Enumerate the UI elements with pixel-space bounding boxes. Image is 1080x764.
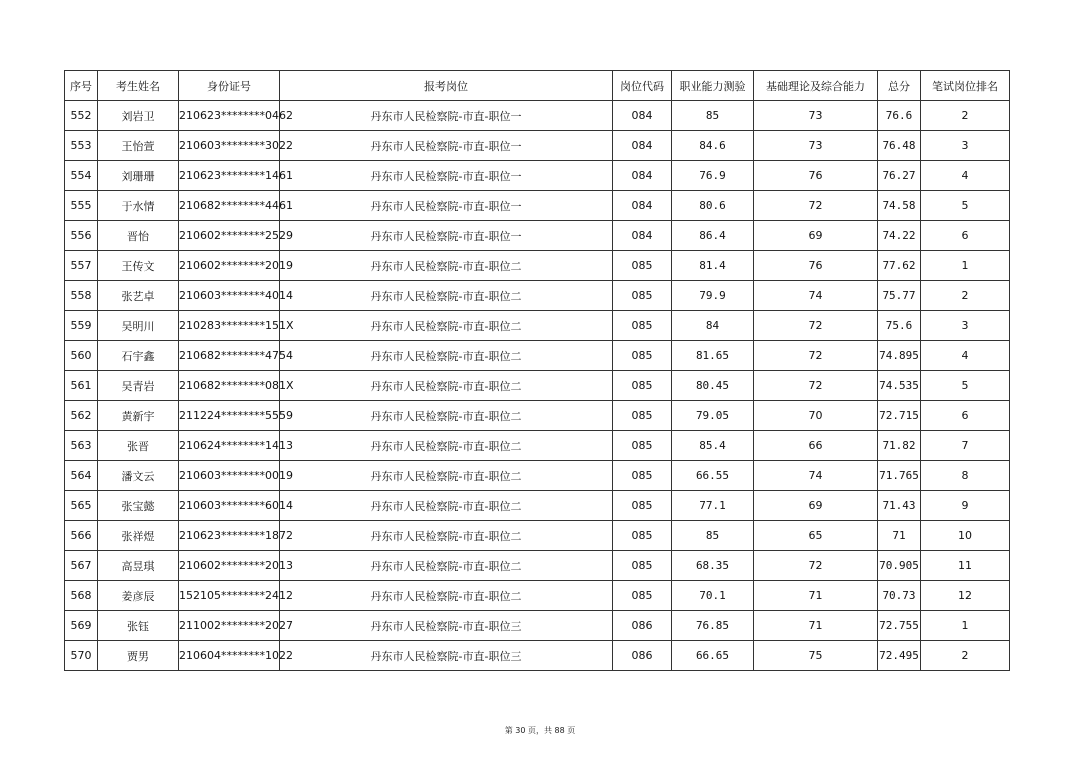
aptitude-score-cell: 85.4 bbox=[672, 431, 754, 461]
name-cell: 吴青岩 bbox=[98, 371, 179, 401]
total-score-cell: 76.48 bbox=[878, 131, 921, 161]
position-code-cell: 084 bbox=[613, 101, 672, 131]
rank-cell: 1 bbox=[921, 611, 1010, 641]
aptitude-score-cell: 85 bbox=[672, 101, 754, 131]
comprehensive-score-cell: 69 bbox=[754, 221, 878, 251]
name-cell: 贾男 bbox=[98, 641, 179, 671]
position-code-cell: 085 bbox=[613, 491, 672, 521]
position-code-cell: 085 bbox=[613, 281, 672, 311]
id-number-cell: 210603********4014 bbox=[179, 281, 280, 311]
seq-cell: 562 bbox=[65, 401, 98, 431]
comprehensive-score-cell: 71 bbox=[754, 581, 878, 611]
position-cell: 丹东市人民检察院-市直-职位二 bbox=[280, 581, 613, 611]
position-code-cell: 085 bbox=[613, 521, 672, 551]
aptitude-score-cell: 76.85 bbox=[672, 611, 754, 641]
table-row bbox=[65, 311, 1010, 341]
total-score-cell: 75.77 bbox=[878, 281, 921, 311]
position-code-cell: 085 bbox=[613, 431, 672, 461]
table-header-row bbox=[65, 71, 1010, 101]
rank-cell: 4 bbox=[921, 161, 1010, 191]
aptitude-score-cell: 79.05 bbox=[672, 401, 754, 431]
total-score-cell: 72.715 bbox=[878, 401, 921, 431]
position-cell: 丹东市人民检察院-市直-职位一 bbox=[280, 221, 613, 251]
total-score-cell: 71.765 bbox=[878, 461, 921, 491]
table-row bbox=[65, 431, 1010, 461]
position-code-cell: 086 bbox=[613, 611, 672, 641]
comprehensive-score-cell: 73 bbox=[754, 131, 878, 161]
aptitude-score-cell: 85 bbox=[672, 521, 754, 551]
position-cell: 丹东市人民检察院-市直-职位二 bbox=[280, 281, 613, 311]
position-code-cell: 085 bbox=[613, 581, 672, 611]
header-cell: 身份证号 bbox=[179, 71, 280, 101]
total-score-cell: 76.6 bbox=[878, 101, 921, 131]
name-cell: 张晋 bbox=[98, 431, 179, 461]
comprehensive-score-cell: 74 bbox=[754, 281, 878, 311]
aptitude-score-cell: 84.6 bbox=[672, 131, 754, 161]
name-cell: 王怡萱 bbox=[98, 131, 179, 161]
comprehensive-score-cell: 72 bbox=[754, 311, 878, 341]
comprehensive-score-cell: 72 bbox=[754, 551, 878, 581]
name-cell: 张祥煜 bbox=[98, 521, 179, 551]
name-cell: 王传文 bbox=[98, 251, 179, 281]
table-row bbox=[65, 221, 1010, 251]
header-cell: 岗位代码 bbox=[613, 71, 672, 101]
total-score-cell: 74.58 bbox=[878, 191, 921, 221]
header-cell: 笔试岗位排名 bbox=[921, 71, 1010, 101]
table-row bbox=[65, 101, 1010, 131]
header-cell: 总分 bbox=[878, 71, 921, 101]
table-row bbox=[65, 611, 1010, 641]
aptitude-score-cell: 66.65 bbox=[672, 641, 754, 671]
comprehensive-score-cell: 76 bbox=[754, 251, 878, 281]
table-row bbox=[65, 371, 1010, 401]
comprehensive-score-cell: 71 bbox=[754, 611, 878, 641]
total-score-cell: 74.895 bbox=[878, 341, 921, 371]
total-score-cell: 75.6 bbox=[878, 311, 921, 341]
id-number-cell: 210604********1022 bbox=[179, 641, 280, 671]
table-row bbox=[65, 341, 1010, 371]
position-code-cell: 085 bbox=[613, 551, 672, 581]
position-cell: 丹东市人民检察院-市直-职位一 bbox=[280, 191, 613, 221]
total-score-cell: 72.755 bbox=[878, 611, 921, 641]
table-row bbox=[65, 401, 1010, 431]
position-code-cell: 085 bbox=[613, 311, 672, 341]
aptitude-score-cell: 80.6 bbox=[672, 191, 754, 221]
table-row bbox=[65, 491, 1010, 521]
name-cell: 吴明川 bbox=[98, 311, 179, 341]
name-cell: 张宝懿 bbox=[98, 491, 179, 521]
seq-cell: 569 bbox=[65, 611, 98, 641]
total-score-cell: 70.73 bbox=[878, 581, 921, 611]
rank-cell: 4 bbox=[921, 341, 1010, 371]
rank-cell: 6 bbox=[921, 401, 1010, 431]
total-score-cell: 72.495 bbox=[878, 641, 921, 671]
name-cell: 潘文云 bbox=[98, 461, 179, 491]
aptitude-score-cell: 70.1 bbox=[672, 581, 754, 611]
position-code-cell: 084 bbox=[613, 221, 672, 251]
id-number-cell: 210602********2013 bbox=[179, 551, 280, 581]
position-code-cell: 084 bbox=[613, 161, 672, 191]
rank-cell: 12 bbox=[921, 581, 1010, 611]
name-cell: 刘岩卫 bbox=[98, 101, 179, 131]
seq-cell: 561 bbox=[65, 371, 98, 401]
table-row bbox=[65, 131, 1010, 161]
position-cell: 丹东市人民检察院-市直-职位二 bbox=[280, 311, 613, 341]
id-number-cell: 210682********081X bbox=[179, 371, 280, 401]
comprehensive-score-cell: 65 bbox=[754, 521, 878, 551]
name-cell: 刘珊珊 bbox=[98, 161, 179, 191]
seq-cell: 564 bbox=[65, 461, 98, 491]
rank-cell: 2 bbox=[921, 101, 1010, 131]
position-code-cell: 085 bbox=[613, 251, 672, 281]
table-row bbox=[65, 461, 1010, 491]
position-cell: 丹东市人民检察院-市直-职位二 bbox=[280, 401, 613, 431]
position-cell: 丹东市人民检察院-市直-职位一 bbox=[280, 101, 613, 131]
id-number-cell: 211224********5559 bbox=[179, 401, 280, 431]
position-code-cell: 085 bbox=[613, 341, 672, 371]
position-cell: 丹东市人民检察院-市直-职位三 bbox=[280, 641, 613, 671]
id-number-cell: 210602********2529 bbox=[179, 221, 280, 251]
aptitude-score-cell: 84 bbox=[672, 311, 754, 341]
name-cell: 张钰 bbox=[98, 611, 179, 641]
seq-cell: 567 bbox=[65, 551, 98, 581]
total-score-cell: 71.43 bbox=[878, 491, 921, 521]
comprehensive-score-cell: 72 bbox=[754, 371, 878, 401]
seq-cell: 566 bbox=[65, 521, 98, 551]
position-code-cell: 085 bbox=[613, 371, 672, 401]
seq-cell: 558 bbox=[65, 281, 98, 311]
aptitude-score-cell: 68.35 bbox=[672, 551, 754, 581]
position-cell: 丹东市人民检察院-市直-职位二 bbox=[280, 461, 613, 491]
name-cell: 姜彦辰 bbox=[98, 581, 179, 611]
id-number-cell: 152105********2412 bbox=[179, 581, 280, 611]
seq-cell: 560 bbox=[65, 341, 98, 371]
total-score-cell: 71.82 bbox=[878, 431, 921, 461]
id-number-cell: 210623********1872 bbox=[179, 521, 280, 551]
header-cell: 职业能力测验 bbox=[672, 71, 754, 101]
total-score-cell: 77.62 bbox=[878, 251, 921, 281]
rank-cell: 2 bbox=[921, 641, 1010, 671]
total-score-cell: 76.27 bbox=[878, 161, 921, 191]
table-row bbox=[65, 521, 1010, 551]
rank-cell: 7 bbox=[921, 431, 1010, 461]
comprehensive-score-cell: 72 bbox=[754, 341, 878, 371]
name-cell: 黄新宇 bbox=[98, 401, 179, 431]
position-cell: 丹东市人民检察院-市直-职位二 bbox=[280, 251, 613, 281]
name-cell: 晋怡 bbox=[98, 221, 179, 251]
aptitude-score-cell: 79.9 bbox=[672, 281, 754, 311]
header-cell: 序号 bbox=[65, 71, 98, 101]
aptitude-score-cell: 66.55 bbox=[672, 461, 754, 491]
name-cell: 张艺卓 bbox=[98, 281, 179, 311]
seq-cell: 554 bbox=[65, 161, 98, 191]
seq-cell: 557 bbox=[65, 251, 98, 281]
table-row bbox=[65, 161, 1010, 191]
rank-cell: 2 bbox=[921, 281, 1010, 311]
table-body bbox=[65, 101, 1010, 671]
position-cell: 丹东市人民检察院-市直-职位一 bbox=[280, 161, 613, 191]
rank-cell: 9 bbox=[921, 491, 1010, 521]
seq-cell: 568 bbox=[65, 581, 98, 611]
comprehensive-score-cell: 69 bbox=[754, 491, 878, 521]
aptitude-score-cell: 80.45 bbox=[672, 371, 754, 401]
rank-cell: 3 bbox=[921, 311, 1010, 341]
seq-cell: 563 bbox=[65, 431, 98, 461]
position-code-cell: 085 bbox=[613, 401, 672, 431]
header-cell: 考生姓名 bbox=[98, 71, 179, 101]
header-cell: 报考岗位 bbox=[280, 71, 613, 101]
seq-cell: 559 bbox=[65, 311, 98, 341]
total-score-cell: 70.905 bbox=[878, 551, 921, 581]
position-cell: 丹东市人民检察院-市直-职位二 bbox=[280, 551, 613, 581]
rank-cell: 5 bbox=[921, 371, 1010, 401]
seq-cell: 570 bbox=[65, 641, 98, 671]
comprehensive-score-cell: 73 bbox=[754, 101, 878, 131]
position-cell: 丹东市人民检察院-市直-职位二 bbox=[280, 431, 613, 461]
aptitude-score-cell: 77.1 bbox=[672, 491, 754, 521]
aptitude-score-cell: 81.65 bbox=[672, 341, 754, 371]
total-score-cell: 74.535 bbox=[878, 371, 921, 401]
position-cell: 丹东市人民检察院-市直-职位二 bbox=[280, 491, 613, 521]
id-number-cell: 210283********151X bbox=[179, 311, 280, 341]
comprehensive-score-cell: 70 bbox=[754, 401, 878, 431]
header-cell: 基础理论及综合能力 bbox=[754, 71, 878, 101]
rank-cell: 6 bbox=[921, 221, 1010, 251]
aptitude-score-cell: 81.4 bbox=[672, 251, 754, 281]
score-table bbox=[64, 70, 1010, 671]
seq-cell: 556 bbox=[65, 221, 98, 251]
name-cell: 石宇鑫 bbox=[98, 341, 179, 371]
rank-cell: 8 bbox=[921, 461, 1010, 491]
comprehensive-score-cell: 72 bbox=[754, 191, 878, 221]
comprehensive-score-cell: 74 bbox=[754, 461, 878, 491]
position-cell: 丹东市人民检察院-市直-职位三 bbox=[280, 611, 613, 641]
rank-cell: 11 bbox=[921, 551, 1010, 581]
table-row bbox=[65, 581, 1010, 611]
id-number-cell: 210682********4461 bbox=[179, 191, 280, 221]
seq-cell: 552 bbox=[65, 101, 98, 131]
total-score-cell: 71 bbox=[878, 521, 921, 551]
id-number-cell: 210682********4754 bbox=[179, 341, 280, 371]
rank-cell: 3 bbox=[921, 131, 1010, 161]
name-cell: 于水情 bbox=[98, 191, 179, 221]
table-row bbox=[65, 251, 1010, 281]
position-cell: 丹东市人民检察院-市直-职位二 bbox=[280, 521, 613, 551]
seq-cell: 565 bbox=[65, 491, 98, 521]
id-number-cell: 210603********6014 bbox=[179, 491, 280, 521]
id-number-cell: 210602********2019 bbox=[179, 251, 280, 281]
id-number-cell: 211002********2027 bbox=[179, 611, 280, 641]
comprehensive-score-cell: 76 bbox=[754, 161, 878, 191]
seq-cell: 555 bbox=[65, 191, 98, 221]
position-cell: 丹东市人民检察院-市直-职位二 bbox=[280, 341, 613, 371]
table-row bbox=[65, 641, 1010, 671]
table-row bbox=[65, 191, 1010, 221]
rank-cell: 5 bbox=[921, 191, 1010, 221]
id-number-cell: 210624********1413 bbox=[179, 431, 280, 461]
position-code-cell: 085 bbox=[613, 461, 672, 491]
rank-cell: 1 bbox=[921, 251, 1010, 281]
seq-cell: 553 bbox=[65, 131, 98, 161]
position-code-cell: 084 bbox=[613, 131, 672, 161]
position-cell: 丹东市人民检察院-市直-职位一 bbox=[280, 131, 613, 161]
position-code-cell: 086 bbox=[613, 641, 672, 671]
id-number-cell: 210623********0462 bbox=[179, 101, 280, 131]
id-number-cell: 210603********3022 bbox=[179, 131, 280, 161]
id-number-cell: 210623********1461 bbox=[179, 161, 280, 191]
rank-cell: 10 bbox=[921, 521, 1010, 551]
table-row bbox=[65, 551, 1010, 581]
position-code-cell: 084 bbox=[613, 191, 672, 221]
position-cell: 丹东市人民检察院-市直-职位二 bbox=[280, 371, 613, 401]
comprehensive-score-cell: 75 bbox=[754, 641, 878, 671]
table-row bbox=[65, 281, 1010, 311]
aptitude-score-cell: 86.4 bbox=[672, 221, 754, 251]
comprehensive-score-cell: 66 bbox=[754, 431, 878, 461]
total-score-cell: 74.22 bbox=[878, 221, 921, 251]
id-number-cell: 210603********0019 bbox=[179, 461, 280, 491]
aptitude-score-cell: 76.9 bbox=[672, 161, 754, 191]
name-cell: 高昱琪 bbox=[98, 551, 179, 581]
page-footer: 第 30 页，共 88 页 bbox=[504, 726, 576, 735]
